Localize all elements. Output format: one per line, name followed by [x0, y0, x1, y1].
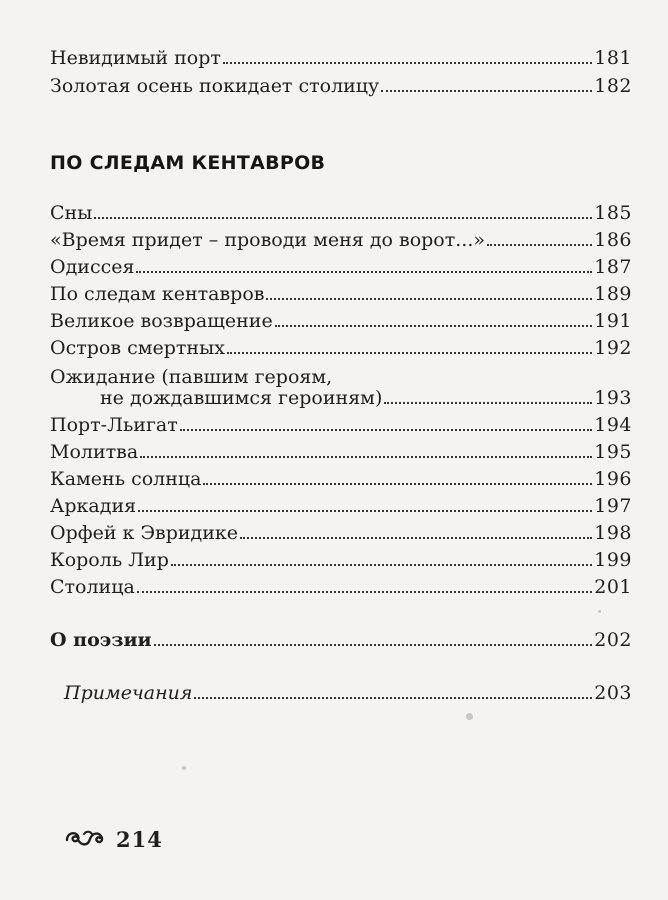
page-number: 214 — [116, 826, 163, 852]
toc-entry-page: 186 — [594, 229, 632, 251]
toc-entry-page: 199 — [594, 549, 632, 571]
toc-entry-title: Великое возвращение — [50, 310, 273, 332]
toc-entry-title: По следам кентавров — [50, 283, 265, 305]
dot-leader — [266, 298, 592, 300]
toc-entry[interactable] — [50, 680, 632, 704]
dot-leader — [140, 456, 592, 458]
dot-leader — [137, 591, 592, 593]
toc-entry-title: Король Лир — [50, 549, 169, 571]
toc-entry-title: Одиссея — [50, 256, 135, 278]
toc-entry-title: Столица — [50, 576, 135, 598]
toc-entry[interactable] — [50, 200, 632, 224]
toc-entry-page: 202 — [594, 629, 632, 651]
toc-entry-title: Золотая осень покидает столицу — [50, 75, 380, 97]
dot-leader — [138, 510, 592, 512]
dot-leader — [381, 90, 592, 92]
dot-leader — [203, 483, 592, 485]
paper-speck — [598, 610, 601, 613]
toc-entry-title: «Время придет – проводи меня до ворот...» — [50, 229, 486, 251]
toc-entry-page: 189 — [594, 283, 632, 305]
toc-entry-page: 187 — [594, 256, 632, 278]
dot-leader — [275, 325, 593, 327]
toc-entry-title: Примечания — [64, 682, 193, 704]
toc-entry-page: 181 — [594, 47, 632, 69]
toc-entry-title: Сны — [50, 202, 93, 224]
dot-leader — [223, 62, 592, 64]
dot-leader — [136, 271, 592, 273]
toc-entry[interactable] — [50, 281, 632, 305]
toc-entry-page: 194 — [594, 414, 632, 436]
toc-entry-page: 192 — [594, 337, 632, 359]
toc-entry[interactable] — [50, 73, 632, 97]
toc-entry-title-line1: Ожидание (павшим героям, — [50, 366, 333, 388]
toc-entry-title: Орфей к Эвридике — [50, 522, 239, 544]
page-footer — [64, 826, 163, 852]
toc-entry[interactable] — [50, 385, 632, 409]
toc-entry-page: 201 — [594, 576, 632, 598]
toc-entry[interactable] — [50, 335, 632, 359]
toc-entry-page: 198 — [594, 522, 632, 544]
toc-entry-title: Молитва — [50, 441, 139, 463]
toc-entry[interactable] — [50, 627, 632, 651]
toc-entry[interactable] — [50, 254, 632, 278]
toc-entry[interactable] — [50, 227, 632, 251]
toc-entry-page: 193 — [594, 387, 632, 409]
toc-entry-title-line2: не дождавшимся героиням) — [100, 387, 383, 409]
toc-entry[interactable] — [50, 308, 632, 332]
toc-entry-page: 185 — [594, 202, 632, 224]
dot-leader — [171, 564, 592, 566]
toc-entry[interactable] — [50, 45, 632, 69]
toc-entry-page: 203 — [594, 682, 632, 704]
dot-leader — [94, 217, 592, 219]
toc-entry-title: Порт-Льигат — [50, 414, 178, 436]
toc-entry-page: 197 — [594, 495, 632, 517]
toc-entry-page: 191 — [594, 310, 632, 332]
paper-speck — [182, 766, 186, 770]
toc-entry-title: Аркадия — [50, 495, 137, 517]
toc-entry-title: Невидимый порт — [50, 47, 221, 69]
paper-speck — [466, 713, 473, 720]
toc-entry-page: 196 — [594, 468, 632, 490]
dot-leader — [240, 537, 592, 539]
dot-leader — [487, 244, 592, 246]
toc-entry-page: 195 — [594, 441, 632, 463]
toc-entry[interactable] — [50, 574, 632, 598]
dot-leader — [384, 402, 592, 404]
dot-leader — [154, 644, 593, 646]
dot-leader — [180, 429, 592, 431]
dot-leader — [194, 697, 592, 699]
toc-entry-page: 182 — [594, 75, 632, 97]
dot-leader — [227, 352, 592, 354]
toc-entry[interactable] — [50, 412, 632, 436]
swirl-ornament-icon — [64, 828, 108, 850]
toc-entry-title: Остров смертных — [50, 337, 225, 359]
toc-entry[interactable] — [50, 439, 632, 463]
toc-entry-title: Камень солнца — [50, 468, 202, 490]
toc-entry[interactable] — [50, 520, 632, 544]
toc-entry-title: О поэзии — [50, 629, 152, 651]
toc-entry[interactable] — [50, 466, 632, 490]
section-heading: ПО СЛЕДАМ КЕНТАВРОВ — [50, 152, 326, 174]
toc-entry[interactable] — [50, 547, 632, 571]
toc-entry[interactable] — [50, 493, 632, 517]
